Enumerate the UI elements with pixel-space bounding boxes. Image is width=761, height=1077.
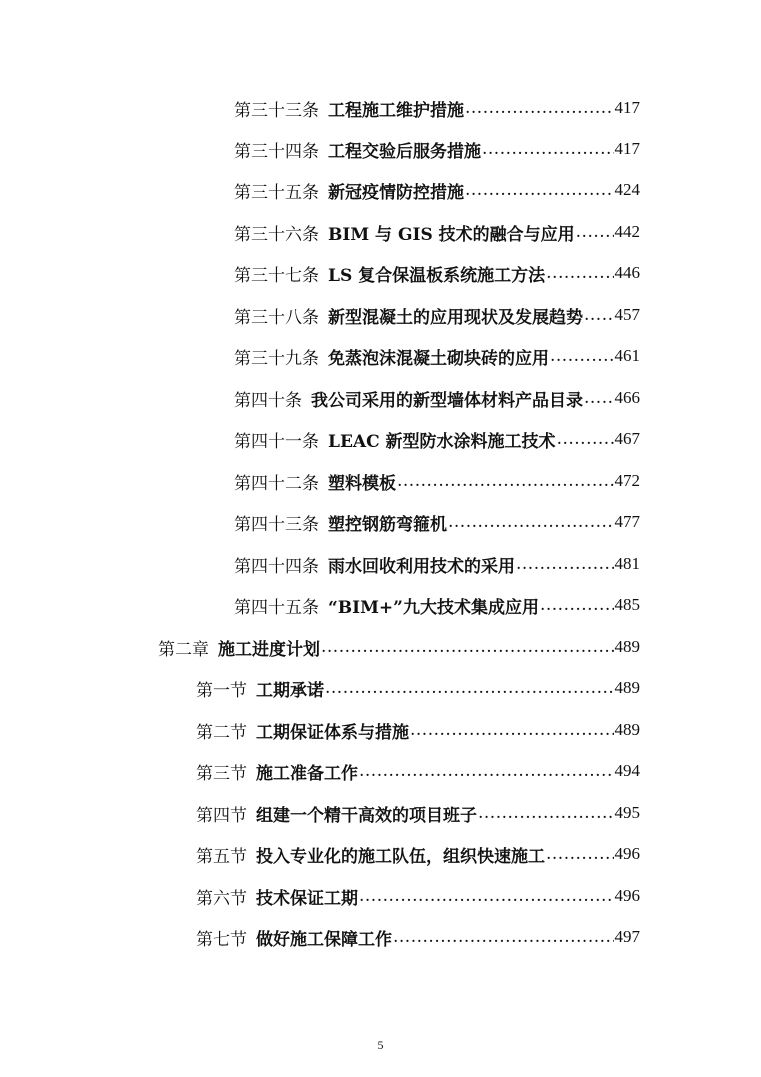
toc-entry-number: 第三十四条	[234, 141, 319, 162]
toc-leader-dots	[576, 222, 614, 242]
toc-section-entry[interactable]	[196, 839, 640, 869]
toc-entry-page: 496	[614, 844, 640, 863]
toc-entry-page: 485	[614, 595, 640, 614]
toc-entry-page: 466	[614, 388, 640, 407]
toc-entry[interactable]	[234, 93, 640, 123]
toc-entry-number: 第三十六条	[234, 224, 319, 245]
toc-entry-number: 第七节	[196, 929, 247, 950]
toc-leader-dots	[482, 139, 614, 159]
toc-entry[interactable]	[234, 424, 640, 454]
toc-entry-number: 第三十七条	[234, 265, 319, 286]
toc-entry-page: 457	[614, 305, 640, 324]
toc-entry-page: 494	[614, 761, 640, 780]
toc-entry-number: 第二章	[158, 639, 209, 660]
toc-entry[interactable]	[234, 507, 640, 537]
toc-leader-dots	[584, 305, 614, 325]
toc-entry-title: LEAC 新型防水涂料施工技术	[328, 431, 556, 452]
toc-leader-dots	[557, 429, 614, 449]
toc-leader-dots	[359, 886, 614, 906]
toc-leader-dots	[325, 678, 614, 698]
toc-entry-page: 417	[614, 139, 640, 158]
toc-leader-dots	[393, 927, 614, 947]
toc-entry[interactable]	[234, 466, 640, 496]
toc-entry-title: 技术保证工期	[256, 888, 358, 909]
toc-entry-number: 第三十三条	[234, 100, 319, 121]
toc-leader-dots	[546, 844, 614, 864]
toc-entry-title: 工程交验后服务措施	[328, 141, 481, 162]
toc-entry[interactable]	[234, 341, 640, 371]
toc-entry-title: 工程施工维护措施	[328, 100, 464, 121]
toc-entry[interactable]	[234, 300, 640, 330]
toc-leader-dots	[546, 263, 613, 283]
toc-entry-page: 417	[614, 98, 640, 117]
toc-entry-title: 施工准备工作	[256, 763, 358, 784]
toc-entry-number: 第五节	[196, 846, 247, 867]
toc-chapter-entry[interactable]	[158, 632, 640, 662]
toc-entry-number: 第三十八条	[234, 307, 319, 328]
toc-leader-dots	[516, 554, 614, 574]
toc-entry-page: 497	[614, 927, 640, 946]
toc-leader-dots	[397, 471, 614, 491]
toc-entry-title: 施工进度计划	[218, 639, 320, 660]
toc-leader-dots	[359, 761, 614, 781]
toc-entry-title: 塑料模板	[328, 473, 396, 494]
toc-entry-number: 第四十一条	[234, 431, 319, 452]
toc-entry-title: 组建一个精干高效的项目班子	[256, 805, 477, 826]
toc-entry-title: 新冠疫情防控措施	[328, 182, 464, 203]
toc-entry-page: 489	[614, 637, 640, 656]
toc-entry-page: 481	[614, 554, 640, 573]
toc-entry[interactable]	[234, 175, 640, 205]
toc-leader-dots	[321, 637, 614, 657]
toc-entry-page: 489	[614, 720, 640, 739]
toc-entry-title: 工期承诺	[256, 680, 324, 701]
toc-entry[interactable]	[234, 383, 640, 413]
toc-leader-dots	[448, 512, 614, 532]
toc-leader-dots	[465, 98, 614, 118]
toc-section-entry[interactable]	[196, 715, 640, 745]
toc-entry-page: 477	[614, 512, 640, 531]
toc-entry-title: BIM 与 GIS 技术的融合与应用	[328, 224, 575, 245]
toc-entry[interactable]	[234, 134, 640, 164]
toc-leader-dots	[410, 720, 614, 740]
toc-entry-number: 第四十条	[234, 390, 302, 411]
toc-leader-dots	[540, 595, 614, 615]
toc-entry-title: 新型混凝土的应用现状及发展趋势	[328, 307, 583, 328]
toc-entry-page: 461	[614, 346, 640, 365]
toc-entry-page: 496	[614, 886, 640, 905]
toc-entry-title: 做好施工保障工作	[256, 929, 392, 950]
toc-entry-page: 472	[614, 471, 640, 490]
toc-entry[interactable]	[234, 590, 640, 620]
toc-entry-number: 第四十四条	[234, 556, 319, 577]
toc-entry-page: 424	[614, 180, 640, 199]
toc-entry-title: LS 复合保温板系统施工方法	[328, 265, 546, 286]
toc-entry-title: “BIM+”九大技术集成应用	[328, 597, 539, 618]
toc-entry-title: 工期保证体系与措施	[256, 722, 409, 743]
page-number: 5	[377, 1038, 384, 1052]
toc-entry-title: 免蒸泡沫混凝土砌块砖的应用	[328, 348, 549, 369]
toc-section-entry[interactable]	[196, 881, 640, 911]
toc-leader-dots	[478, 803, 614, 823]
toc-entry-number: 第三十九条	[234, 348, 319, 369]
toc-leader-dots	[550, 346, 614, 366]
toc-entry-number: 第二节	[196, 722, 247, 743]
toc-entry-number: 第四十五条	[234, 597, 319, 618]
toc-entry-page: 495	[614, 803, 640, 822]
toc-entry-number: 第四节	[196, 805, 247, 826]
toc-entry-number: 第四十二条	[234, 473, 319, 494]
toc-entry-title: 投入专业化的施工队伍，组织快速施工	[256, 846, 545, 867]
toc-entry-number: 第六节	[196, 888, 247, 909]
toc-section-entry[interactable]	[196, 922, 640, 952]
toc-entry-page: 446	[614, 263, 640, 282]
toc-leader-dots	[465, 180, 614, 200]
toc-entry[interactable]	[234, 549, 640, 579]
toc-section-entry[interactable]	[196, 673, 640, 703]
toc-entry-title: 雨水回收利用技术的采用	[328, 556, 515, 577]
toc-entry-title: 塑控钢筋弯箍机	[328, 514, 447, 535]
toc-entry-page: 467	[614, 429, 640, 448]
toc-entry-number: 第四十三条	[234, 514, 319, 535]
toc-entry[interactable]	[234, 217, 640, 247]
toc-entry-number: 第三十五条	[234, 182, 319, 203]
toc-entry-number: 第一节	[196, 680, 247, 701]
toc-entry[interactable]	[234, 258, 640, 288]
toc-entry-page: 489	[614, 678, 640, 697]
toc-entry-page: 442	[614, 222, 640, 241]
toc-section-entry[interactable]	[196, 798, 640, 828]
toc-entry-title: 我公司采用的新型墙体材料产品目录	[311, 390, 583, 411]
toc-leader-dots	[584, 388, 614, 408]
toc-section-entry[interactable]	[196, 756, 640, 786]
toc-entry-number: 第三节	[196, 763, 247, 784]
